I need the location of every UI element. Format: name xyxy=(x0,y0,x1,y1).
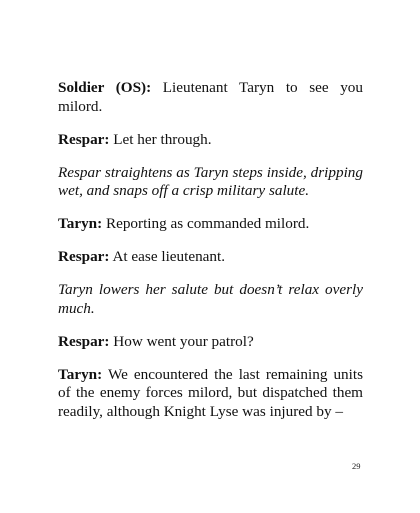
dialogue-line xyxy=(58,131,363,150)
dialogue-line xyxy=(58,215,363,234)
dialogue-text: We encountered the last remaining units of the enemy forces milord, but dispatched them readily, although Knight Lyse was injured by – xyxy=(58,365,363,420)
dialogue-line xyxy=(58,248,363,267)
dialogue-line xyxy=(58,79,363,116)
dialogue-text: How went your patrol? xyxy=(113,332,254,350)
speaker-name: Taryn: xyxy=(58,365,103,383)
stage-direction: Respar straightens as Taryn steps inside, dripping wet, and snaps off a crisp military salute. xyxy=(58,163,363,200)
page-number: 29 xyxy=(352,461,361,471)
dialogue-text: At ease lieutenant. xyxy=(112,248,226,266)
script-page xyxy=(58,79,363,436)
speaker-name: Respar: xyxy=(58,332,110,350)
dialogue-text: Reporting as commanded milord. xyxy=(105,215,310,233)
dialogue-text: Let her through. xyxy=(113,130,212,148)
speaker-name: Respar: xyxy=(58,248,110,266)
speaker-name: Soldier (OS): xyxy=(58,79,152,96)
dialogue-line xyxy=(58,366,363,422)
speaker-name: Respar: xyxy=(58,130,110,148)
speaker-name: Taryn: xyxy=(58,215,103,233)
stage-direction: Taryn lowers her salute but doesn’t relax overly much. xyxy=(58,281,363,317)
dialogue-text: Lieutenant Taryn to see you milord. xyxy=(58,79,363,115)
dialogue-line xyxy=(58,333,363,352)
